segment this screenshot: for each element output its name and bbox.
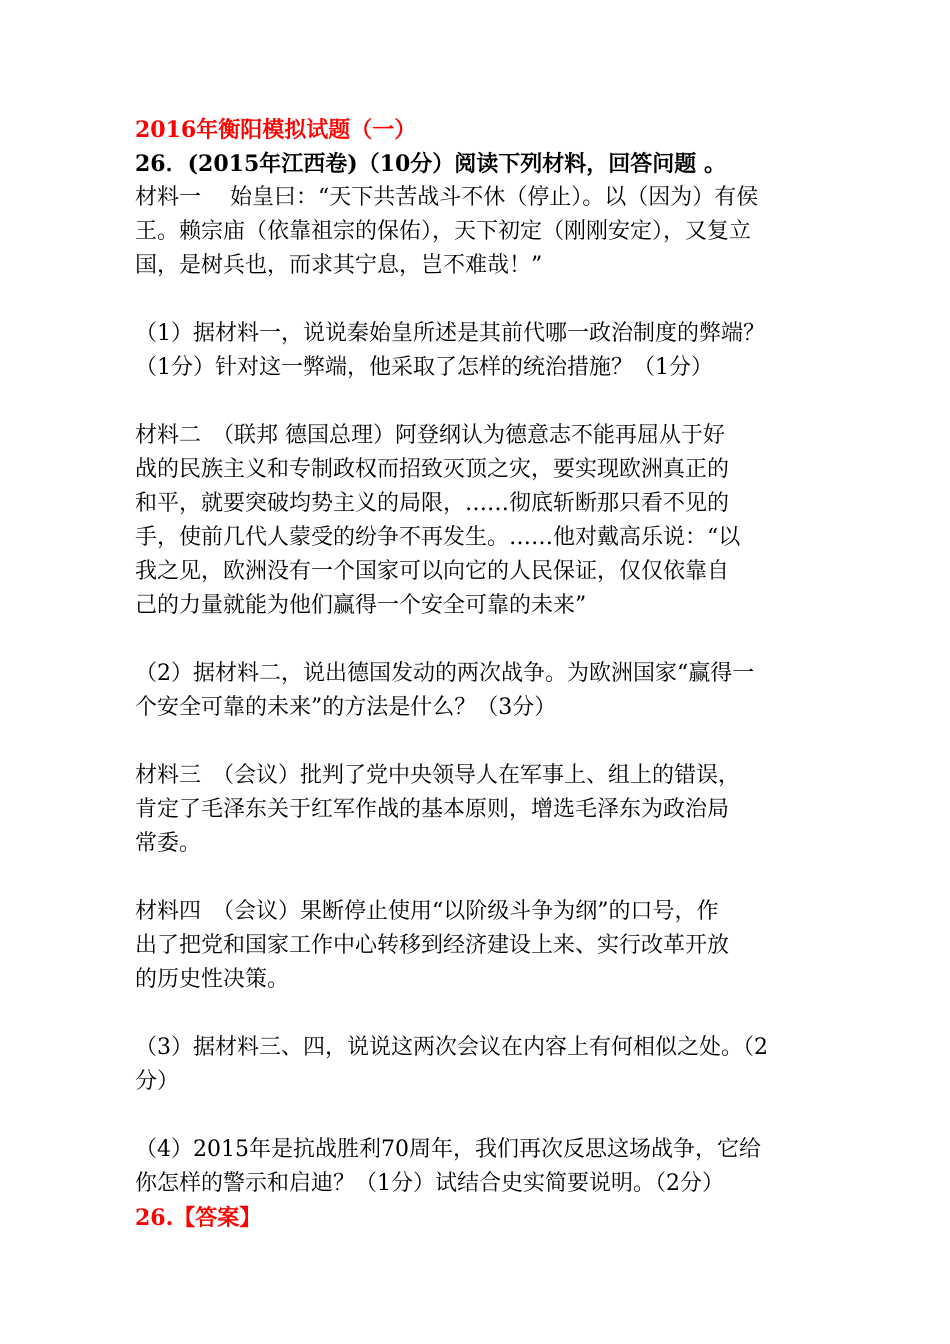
paragraph-gap bbox=[135, 385, 835, 419]
document-body bbox=[135, 113, 835, 1235]
paragraph-gap bbox=[135, 861, 835, 895]
material-two-line: 手，使前几代人蒙受的纷争不再发生。……他对戴高乐说：“以 bbox=[135, 525, 741, 550]
material-one bbox=[135, 181, 835, 283]
material-one-line: 王。赖宗庙（依靠祖宗的保佑），天下初定（刚刚安定），又复立 bbox=[135, 219, 752, 244]
question-two-line: （2）据材料二，说出德国发动的两次战争。为欧洲国家“赢得一 bbox=[135, 661, 755, 686]
paragraph-gap bbox=[135, 997, 835, 1031]
document-heading: 2016年衡阳模拟试题（一） bbox=[135, 117, 417, 143]
paragraph-gap bbox=[135, 623, 835, 657]
answer-label: 26.【答案】 bbox=[135, 1205, 262, 1231]
material-two-line: 战的民族主义和专制政权而招致灭顶之灾，要实现欧洲真正的 bbox=[135, 457, 730, 482]
question-two bbox=[135, 657, 835, 725]
question-one-line: （1）据材料一，说说秦始皇所述是其前代哪一政治制度的弊端？ bbox=[135, 321, 765, 346]
material-three-line: 肯定了毛泽东关于红军作战的基本原则，增选毛泽东为政治局 bbox=[135, 797, 730, 822]
question-header: 26．(2015年江西卷)（10分）阅读下列材料，回答问题 。 bbox=[135, 151, 726, 177]
material-three-line: 常委。 bbox=[135, 831, 202, 856]
material-four bbox=[135, 895, 835, 997]
material-two-line: 和平，就要突破均势主义的局限，……彻底斩断那只看不见的 bbox=[135, 491, 730, 516]
material-one-line: 国，是树兵也，而求其宁息，岂不难哉！” bbox=[135, 253, 543, 278]
question-one-line: （1分）针对这一弊端，他采取了怎样的统治措施？（1分） bbox=[135, 355, 713, 380]
material-four-line: 的历史性决策。 bbox=[135, 967, 290, 992]
material-four-line: 出了把党和国家工作中心转移到经济建设上来、实行改革开放 bbox=[135, 933, 730, 958]
question-three-line: 分） bbox=[135, 1069, 180, 1094]
paragraph-gap bbox=[135, 1099, 835, 1133]
material-two-line: 材料二 （联邦 德国总理）阿登纲认为德意志不能再屈从于好 bbox=[135, 423, 725, 448]
question-three bbox=[135, 1031, 835, 1099]
question-three-line: （3）据材料三、四，说说这两次会议在内容上有何相似之处。（2 bbox=[135, 1035, 768, 1060]
material-three-line: 材料三 （会议）批判了党中央领导人在军事上、组上的错误， bbox=[135, 763, 741, 788]
paragraph-gap bbox=[135, 283, 835, 317]
question-four bbox=[135, 1133, 835, 1201]
material-one-line: 材料一 始皇曰：“天下共苦战斗不休（停止）。以（因为）有侯 bbox=[135, 185, 759, 210]
question-four-line: （4）2015年是抗战胜利70周年，我们再次反思这场战争，它给 bbox=[135, 1137, 761, 1162]
material-two-line: 我之见，欧洲没有一个国家可以向它的人民保证，仅仅依靠自 bbox=[135, 559, 730, 584]
paragraph-gap bbox=[135, 725, 835, 759]
material-two bbox=[135, 419, 835, 623]
material-four-line: 材料四 （会议）果断停止使用“以阶级斗争为纲”的口号，作 bbox=[135, 899, 719, 924]
material-three bbox=[135, 759, 835, 861]
question-one bbox=[135, 317, 835, 385]
material-two-line: 己的力量就能为他们赢得一个安全可靠的未来” bbox=[135, 593, 587, 618]
question-two-line: 个安全可靠的未来”的方法是什么？（3分） bbox=[135, 695, 557, 720]
question-four-line: 你怎样的警示和启迪？（1分）试结合史实简要说明。（2分） bbox=[135, 1171, 724, 1196]
